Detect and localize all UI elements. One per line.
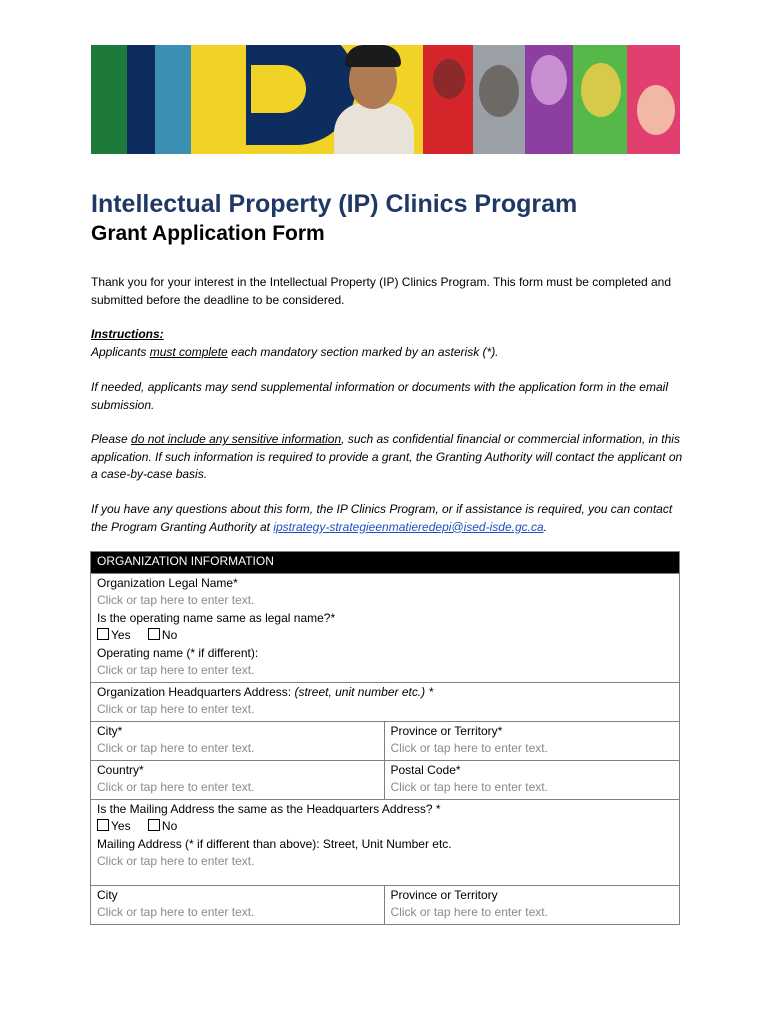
province-cell	[384, 721, 680, 760]
country-label: Country*	[97, 762, 144, 777]
mailing-province-label: Province or Territory	[390, 887, 498, 902]
yes-label: Yes	[111, 819, 131, 833]
city-label: City*	[97, 723, 123, 738]
mailing-same-options	[97, 818, 673, 836]
mailing-province-field[interactable]: Click or tap here to enter text.	[390, 905, 548, 919]
mailing-same-yes-checkbox[interactable]	[97, 819, 109, 831]
instructions-text: each mandatory section marked by an asterisk (*).	[227, 344, 499, 359]
mailing-same-question: Is the Mailing Address the same as the Headquarters Address? *	[97, 801, 441, 816]
no-label: No	[161, 819, 178, 833]
page-subtitle: Grant Application Form	[91, 222, 325, 245]
mailing-same-no-checkbox[interactable]	[148, 819, 160, 831]
operating-same-options	[97, 627, 673, 645]
organization-info-form	[90, 551, 680, 925]
operating-same-no-checkbox[interactable]	[148, 628, 160, 640]
contact-text: .	[543, 519, 547, 534]
no-label: No	[161, 628, 178, 642]
hq-address-label	[97, 684, 673, 702]
hq-address-cell	[91, 682, 680, 721]
legal-name-label: Organization Legal Name*	[97, 575, 238, 590]
mailing-address-label: Mailing Address (* if different than above): Street, Unit Number etc.	[97, 836, 452, 851]
mailing-address-cell	[91, 799, 680, 885]
city-cell	[91, 721, 385, 760]
city-field[interactable]: Click or tap here to enter text.	[97, 741, 255, 755]
postal-code-cell	[384, 760, 680, 799]
province-label: Province or Territory*	[390, 723, 503, 738]
yes-label: Yes	[111, 628, 131, 642]
operating-same-yes-checkbox[interactable]	[97, 628, 109, 640]
intro-paragraph: Thank you for your interest in the Intellectual Property (IP) Clinics Program. This form must be completed and submitted before the deadline to be considered.	[91, 275, 672, 307]
hq-label-text: Organization Headquarters Address:	[97, 684, 295, 699]
province-field[interactable]: Click or tap here to enter text.	[390, 741, 548, 755]
header-banner-image	[91, 45, 680, 154]
page-title: Intellectual Property (IP) Clinics Program	[91, 190, 578, 218]
sensitive-text: Please	[91, 432, 132, 446]
instructions-heading: Instructions:	[91, 327, 164, 341]
country-cell	[91, 760, 385, 799]
sensitive-text: , such as confidential financial or commercial information, in this application. If such information is required to provide a grant, the Granting Authority will contact the applicant on a case-by-case basis.	[91, 432, 683, 481]
postal-code-field[interactable]: Click or tap here to enter text.	[390, 780, 548, 794]
contact-text: If you have any questions about this form, the IP Clinics Program, or if assistance is required, you can contact the Program Granting Authority at	[91, 502, 673, 534]
country-field[interactable]: Click or tap here to enter text.	[97, 780, 255, 794]
person-photo	[334, 103, 414, 154]
mailing-city-cell	[91, 885, 385, 924]
section-header: ORGANIZATION INFORMATION	[91, 552, 680, 574]
instructions-block	[91, 326, 691, 361]
legal-name-cell	[91, 573, 680, 682]
postal-code-label: Postal Code*	[390, 762, 461, 777]
operating-same-question: Is the operating name same as legal name?*	[97, 610, 336, 625]
operating-name-field[interactable]: Click or tap here to enter text.	[97, 663, 255, 677]
hq-label-hint: (street, unit number etc.) *	[294, 684, 434, 699]
instructions-text: Applicants	[91, 344, 150, 359]
mailing-province-cell	[384, 885, 680, 924]
contact-email-link[interactable]: ipstrategy-strategieenmatieredepi@ised-isde.gc.ca	[273, 519, 544, 534]
mailing-city-field[interactable]: Click or tap here to enter text.	[97, 905, 255, 919]
legal-name-field[interactable]: Click or tap here to enter text.	[97, 593, 255, 607]
instructions-emphasis: must complete	[149, 344, 228, 359]
mailing-address-field[interactable]: Click or tap here to enter text.	[97, 854, 255, 868]
supplemental-info-paragraph: If needed, applicants may send supplemental information or documents with the application form in the email submission.	[91, 380, 668, 412]
hq-address-field[interactable]: Click or tap here to enter text.	[97, 702, 255, 716]
sensitive-emphasis: do not include any sensitive information	[131, 432, 342, 446]
sensitive-info-paragraph	[91, 431, 687, 484]
operating-name-label: Operating name (* if different):	[97, 645, 259, 660]
contact-paragraph	[91, 501, 691, 536]
mailing-city-label: City	[97, 887, 118, 902]
